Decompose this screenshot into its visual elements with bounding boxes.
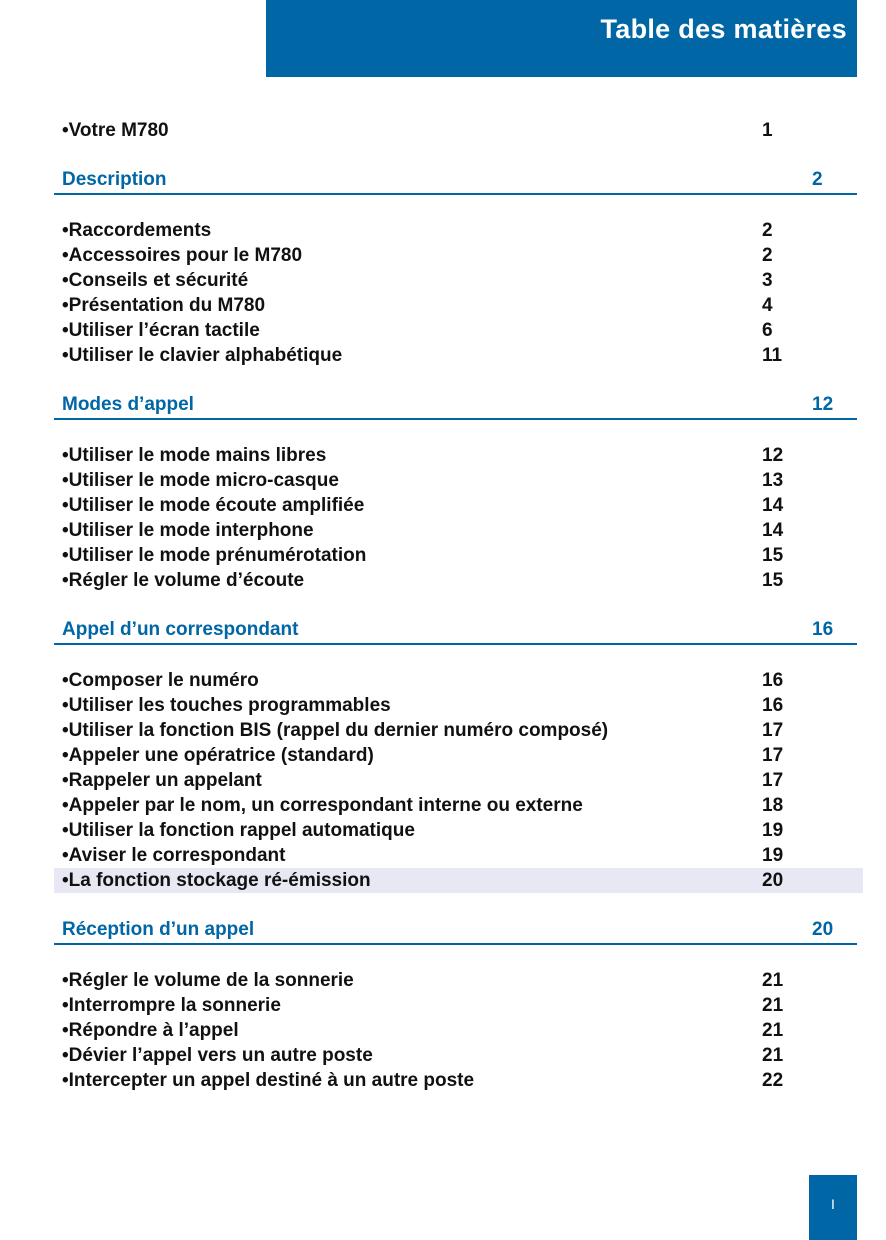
toc-entry-page: 12	[762, 445, 784, 466]
toc-entry-page: 13	[762, 470, 784, 491]
toc-entry-page: 21	[762, 970, 784, 991]
toc-entry-page: 11	[762, 345, 783, 366]
toc-entry[interactable]	[54, 968, 863, 993]
toc-entry-label: •La fonction stockage ré-émission	[62, 870, 371, 891]
toc-entry-label: •Accessoires pour le M780	[62, 245, 303, 266]
section-title: Appel d’un correspondant	[62, 619, 299, 640]
toc-entry-page: 16	[762, 670, 784, 691]
toc-entry-page: 22	[762, 1070, 784, 1091]
toc-entry-page: 2	[762, 245, 773, 266]
toc-entry-page: 21	[762, 995, 784, 1016]
section-page: 12	[812, 394, 834, 415]
toc-entry-label: •Raccordements	[62, 220, 212, 241]
toc-entry[interactable]	[54, 993, 863, 1018]
toc-entry[interactable]	[54, 843, 863, 868]
toc-entry-page: 17	[762, 745, 784, 766]
toc-entry-highlighted[interactable]	[54, 868, 863, 893]
toc-entry-page: 6	[762, 320, 773, 341]
toc-entry[interactable]	[54, 243, 863, 268]
toc-entry[interactable]	[54, 468, 863, 493]
toc-entry-page: 4	[762, 295, 773, 316]
toc-entry[interactable]	[54, 493, 863, 518]
toc-entry-page: 14	[762, 495, 784, 516]
toc-entry[interactable]	[54, 118, 863, 143]
toc-entry[interactable]	[54, 343, 863, 368]
toc-entry-label: •Utiliser le mode écoute amplifiée	[62, 495, 365, 516]
toc-entry-label: •Utiliser le mode mains libres	[62, 445, 327, 466]
toc-entry-page: 19	[762, 820, 784, 841]
section-title: Modes d’appel	[62, 394, 194, 415]
toc-entry-label: •Votre M780	[62, 120, 169, 141]
toc-entry[interactable]	[54, 693, 863, 718]
toc-entry-label: •Répondre à l’appel	[62, 1020, 239, 1041]
toc-entry-label: •Utiliser le mode prénumérotation	[62, 545, 367, 566]
toc-entry-label: •Utiliser la fonction rappel automatique	[62, 820, 415, 841]
toc-entry[interactable]	[54, 443, 863, 468]
toc-entry[interactable]	[54, 668, 863, 693]
toc-entry-page: 17	[762, 720, 784, 741]
toc-entry-label: •Utiliser la fonction BIS (rappel du dernier numéro composé)	[62, 720, 609, 741]
toc-entry-label: •Aviser le correspondant	[62, 845, 286, 866]
toc-entry-page: 17	[762, 770, 784, 791]
section-page: 20	[812, 919, 834, 940]
section-title: Description	[62, 169, 167, 190]
toc-entry-page: 15	[762, 570, 784, 591]
toc-entry[interactable]	[54, 1068, 863, 1093]
toc-entry[interactable]	[54, 293, 863, 318]
toc-entry-label: •Utiliser l’écran tactile	[62, 320, 260, 341]
page-number: I	[831, 1196, 835, 1212]
toc-entry-label: •Rappeler un appelant	[62, 770, 262, 791]
page-number-tab	[809, 1175, 857, 1240]
section-page: 2	[812, 169, 823, 190]
page-title: Table des matières	[600, 14, 847, 44]
section-heading-reception-d-un-appel[interactable]	[54, 917, 857, 945]
toc-entry[interactable]	[54, 768, 863, 793]
toc-entry-label: •Utiliser le mode interphone	[62, 520, 314, 541]
toc-entry-label: •Régler le volume de la sonnerie	[62, 970, 354, 991]
toc-entry-label: •Dévier l’appel vers un autre poste	[62, 1045, 373, 1066]
toc-entry[interactable]	[54, 793, 863, 818]
toc-entry[interactable]	[54, 268, 863, 293]
toc-entry-page: 2	[762, 220, 773, 241]
toc-entry-label: •Conseils et sécurité	[62, 270, 249, 291]
toc-entry[interactable]	[54, 818, 863, 843]
toc-entry-page: 18	[762, 795, 784, 816]
toc-entry-page: 3	[762, 270, 773, 291]
section-heading-modes-d-appel[interactable]	[54, 392, 857, 420]
toc-entry-label: •Appeler une opératrice (standard)	[62, 745, 374, 766]
toc-entry-label: •Utiliser les touches programmables	[62, 695, 391, 716]
toc-entry-label: •Présentation du M780	[62, 295, 266, 316]
section-heading-appel-d-un-correspondant[interactable]	[54, 617, 857, 645]
toc-entry-page: 19	[762, 845, 784, 866]
toc-entry-page: 16	[762, 695, 784, 716]
toc-entry-label: •Appeler par le nom, un correspondant interne ou externe	[62, 795, 583, 816]
toc-entry-page: 20	[762, 870, 784, 891]
section-heading-description[interactable]	[54, 167, 857, 195]
toc-entry-page: 21	[762, 1045, 784, 1066]
section-page: 16	[812, 619, 834, 640]
toc-entry-label: •Intercepter un appel destiné à un autre poste	[62, 1070, 475, 1091]
toc-entry-page: 21	[762, 1020, 784, 1041]
toc-entry[interactable]	[54, 1018, 863, 1043]
toc-entry[interactable]	[54, 218, 863, 243]
toc-entry[interactable]	[54, 1043, 863, 1068]
toc-entry-label: •Interrompre la sonnerie	[62, 995, 281, 1016]
toc-entry-label: •Utiliser le clavier alphabétique	[62, 345, 343, 366]
toc-entry-page: 15	[762, 545, 784, 566]
toc-entry[interactable]	[54, 568, 863, 593]
toc-entry[interactable]	[54, 743, 863, 768]
toc-entry[interactable]	[54, 718, 863, 743]
section-title: Réception d’un appel	[62, 919, 255, 940]
toc-entry-page: 1	[762, 120, 773, 141]
toc-entry-page: 14	[762, 520, 784, 541]
toc-entry[interactable]	[54, 518, 863, 543]
toc-entry[interactable]	[54, 543, 863, 568]
toc-entry[interactable]	[54, 318, 863, 343]
toc-entry-label: •Utiliser le mode micro-casque	[62, 470, 339, 491]
toc-entry-label: •Composer le numéro	[62, 670, 259, 691]
toc-entry-label: •Régler le volume d’écoute	[62, 570, 305, 591]
